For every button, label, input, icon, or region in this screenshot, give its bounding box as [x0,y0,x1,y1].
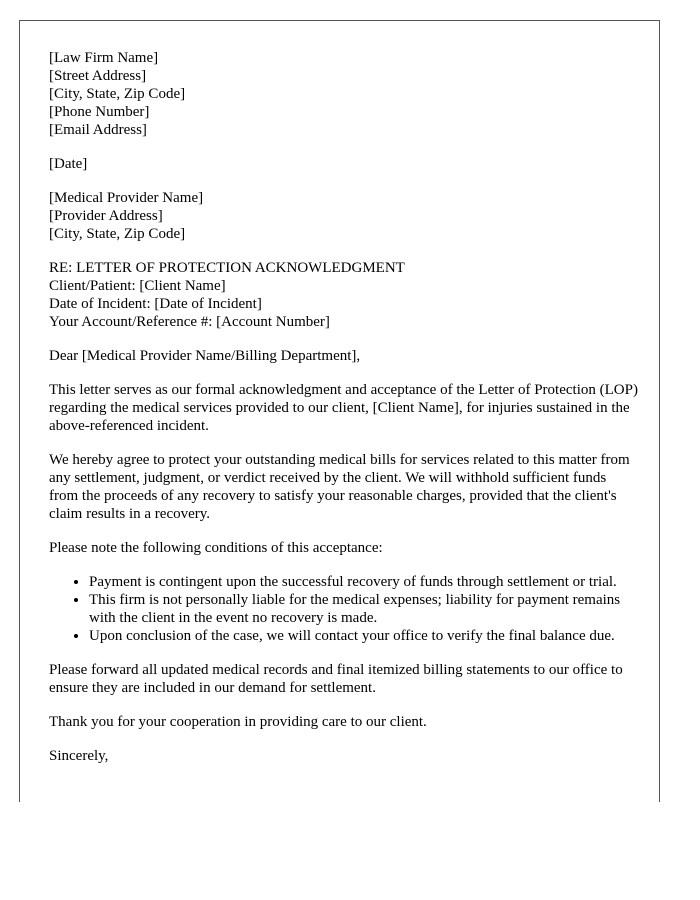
condition-item-final-balance: • Upon conclusion of the case, we will contact your office to verify the final balance due. [89,627,639,645]
letter-page [19,20,660,802]
incident-date-line: Date of Incident: [Date of Incident] [49,296,262,312]
reference-block [49,259,639,331]
paragraph-records-request: Please forward all updated medical records and final itemized billing statements to our office to ensure they are included in our demand for settlement. [49,662,623,696]
account-reference-line: Your Account/Reference #: [Account Number] [49,314,330,330]
sender-email: [Email Address] [49,122,147,138]
recipient-city-state-zip: [City, State, Zip Code] [49,226,186,242]
recipient-name: [Medical Provider Name] [49,190,204,206]
sender-firm-name: [Law Firm Name] [49,50,159,66]
paragraph-conditions-intro: Please note the following conditions of this acceptance: [49,540,383,556]
sender-city-state-zip: [City, State, Zip Code] [49,86,186,102]
paragraph-acknowledgment: This letter serves as our formal acknowledgment and acceptance of the Letter of Protection (LOP) regarding the medical services provided to our client, [Client Name], for injuries sustained in the above-referenced incident. [49,382,638,434]
conditions-list [49,573,639,645]
sender-street: [Street Address] [49,68,147,84]
salutation: Dear [Medical Provider Name/Billing Department], [49,348,361,364]
re-line: RE: LETTER OF PROTECTION ACKNOWLEDGMENT [49,260,405,276]
letter-date: [Date] [49,156,88,172]
date-block [49,155,639,173]
letter-content [49,49,639,781]
paragraph-thanks: Thank you for your cooperation in providing care to our client. [49,714,427,730]
condition-item-liability: • This firm is not personally liable for the medical expenses; liability for payment remains with the client in the event no recovery is made. [89,591,639,627]
recipient-address: [Provider Address] [49,208,163,224]
client-line: Client/Patient: [Client Name] [49,278,226,294]
condition-item-contingent: • Payment is contingent upon the successful recovery of funds through settlement or trial. [89,573,639,591]
paragraph-agreement: We hereby agree to protect your outstanding medical bills for services related to this matter from any settlement, judgment, or verdict received by the client. We will withhold sufficient funds from the proceeds of any recovery to satisfy your reasonable charges, provided that the client's claim results in a recovery. [49,452,630,522]
sender-phone: [Phone Number] [49,104,150,120]
closing: Sincerely, [49,748,109,764]
sender-address-block [49,49,639,139]
recipient-address-block [49,189,639,243]
